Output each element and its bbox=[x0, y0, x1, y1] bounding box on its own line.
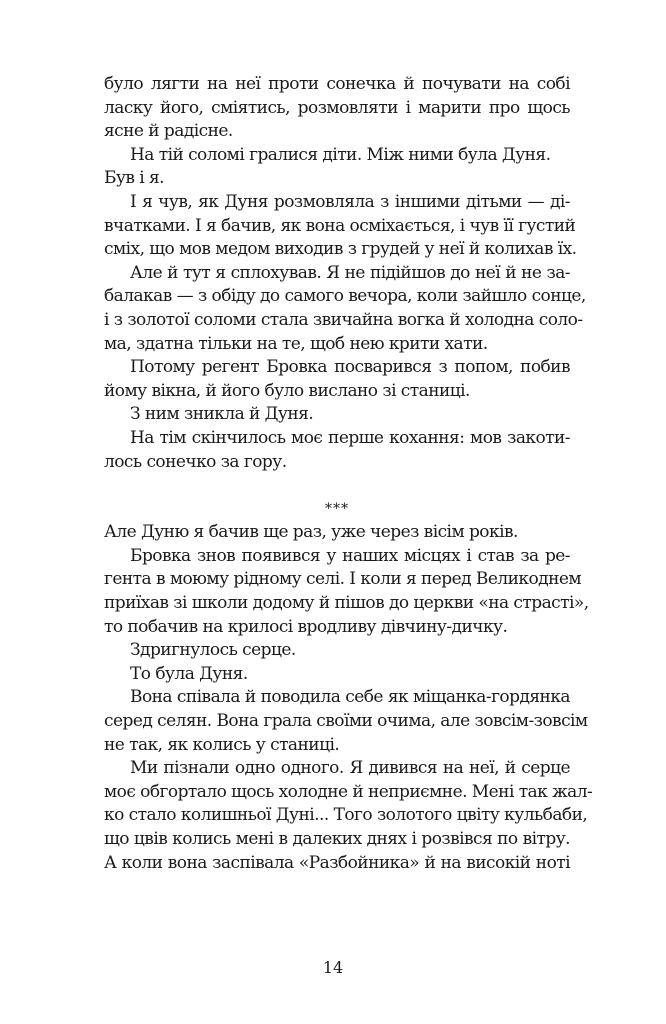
text-line: і з золотої соломи стала звичайна вогка й холодна соло- bbox=[104, 309, 583, 330]
text-line: Ми пізнали одно одного. Я дивився на неї, й серце bbox=[130, 758, 570, 779]
page-text-block bbox=[104, 73, 593, 875]
text-line: було лягти на неї проти сонечка й почувати на собі bbox=[104, 74, 570, 94]
text-line: ласку його, сміятись, розмовляти і марити про щось bbox=[104, 97, 570, 118]
text-line: Був і я. bbox=[104, 168, 165, 189]
text-line: йому вікна, й його було вислано зі станиці. bbox=[104, 380, 470, 401]
page-number: 14 bbox=[322, 958, 344, 977]
text-line: моє обгортало щось холодне й неприємне. Мені так жал- bbox=[104, 781, 593, 802]
text-line: То була Дуня. bbox=[130, 663, 248, 684]
section-gap bbox=[104, 474, 570, 498]
text-line: що цвів колись мені в далеких днях і розвівся по вітру. bbox=[104, 829, 570, 849]
section-separator: *** bbox=[325, 500, 349, 517]
text-line: Здригнулось серце. bbox=[130, 640, 296, 661]
text-line: Потому регент Бровка посварився з попом, побив bbox=[130, 357, 570, 378]
text-line: ясне й радісне. bbox=[104, 121, 233, 142]
text-line: гента в моюму рідному селі. І коли я перед Великоднем bbox=[104, 569, 582, 590]
text-line: приїхав зі школи додому й пішов до церкви «на страсті», bbox=[104, 593, 589, 614]
text-line: Бровка знов появився у наших місцях і став за ре- bbox=[130, 545, 570, 566]
text-line: З ним зникла й Дуня. bbox=[130, 404, 314, 425]
text-line: вчатками. І я бачив, як вона осміхається, і чув її густий bbox=[104, 215, 576, 236]
text-line: На тім скінчилось моє перше кохання: мов закоти- bbox=[130, 427, 570, 448]
text-line: Але й тут я сплохував. Я не підійшов до неї й не за- bbox=[130, 262, 570, 283]
text-line: А коли вона заспівала «Разбойника» й на високій ноті bbox=[104, 852, 570, 873]
text-line: ко стало колишньої Дуні... Того золотого цвіту кульбаби, bbox=[104, 805, 588, 826]
text-line: серед селян. Вона грала своїми очима, але зовсім-зовсім bbox=[104, 711, 588, 732]
text-line: то побачив на крилосі вродливу дівчину-дичку. bbox=[104, 616, 508, 637]
text-line: ма, здатна тільки на те, щоб нею крити хати. bbox=[104, 333, 488, 354]
text-line: І я чув, як Дуня розмовляла з іншими дітьми — ді- bbox=[130, 191, 570, 212]
text-line: не так, як колись у станиці. bbox=[104, 734, 340, 755]
text-line: Але Дуню я бачив ще раз, уже через вісім років. bbox=[104, 522, 518, 543]
text-line: Вона співала й поводила себе як міщанка-гордянка bbox=[130, 687, 570, 708]
text-line: На тій соломі гралися діти. Між ними була Дуня. bbox=[130, 144, 551, 165]
text-line: сміх, що мов медом виходив з грудей у неї й колихав їх. bbox=[104, 239, 577, 260]
text-line: лось сонечко за гору. bbox=[104, 451, 287, 472]
text-line: балакав — з обіду до самого вечора, коли зайшло сонце, bbox=[104, 286, 586, 307]
